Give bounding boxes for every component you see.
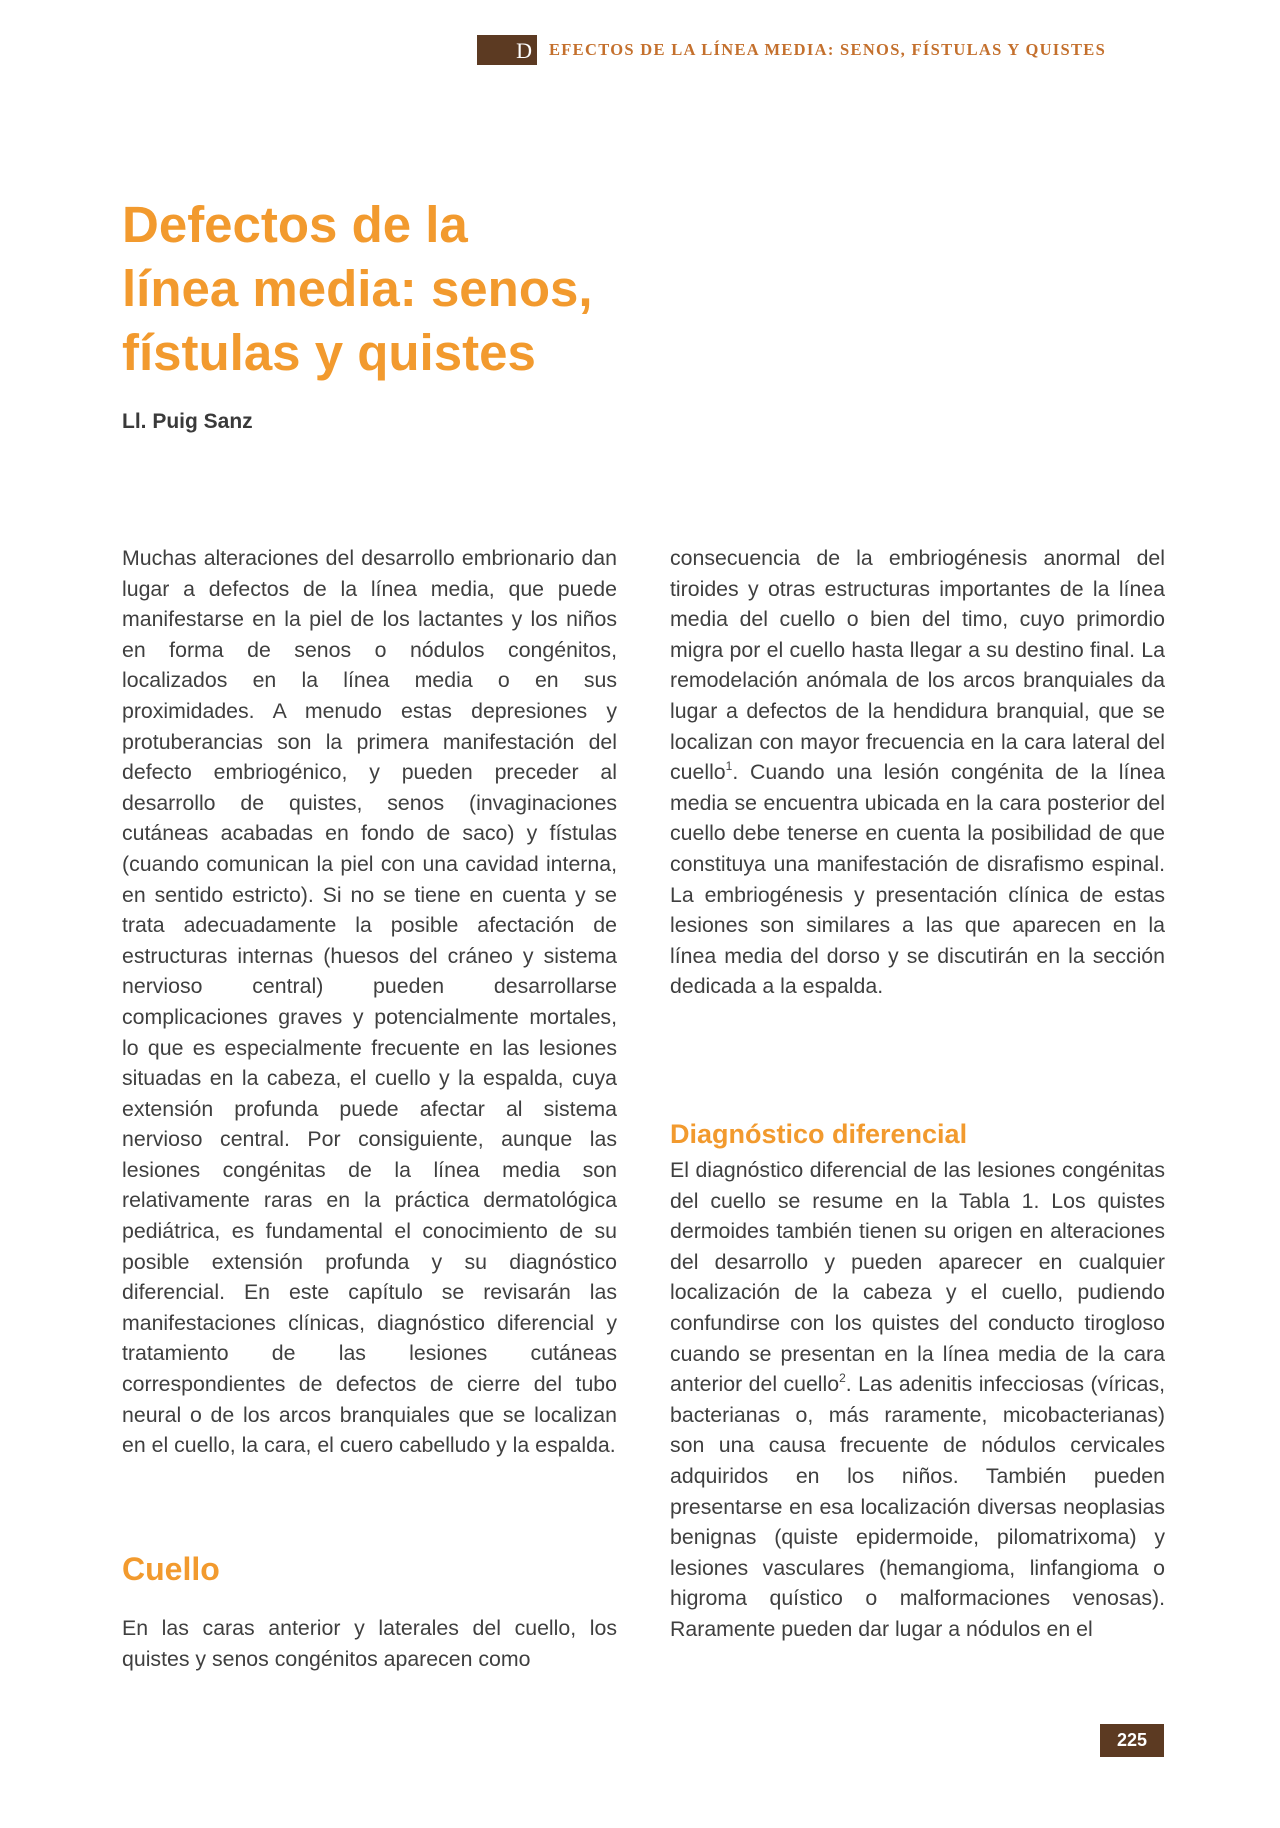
- diagnostico-paragraph: [670, 1155, 1165, 1645]
- reference-2: 2: [839, 1371, 846, 1386]
- author-name: Ll. Puig Sanz: [122, 410, 253, 433]
- diagnostico-text-a: El diagnóstico diferencial de las lesiones congénitas del cuello se resume en la Tabla 1. Los quistes dermoides también tienen su origen en alteraciones del desarrollo y pueden aparecer en cualquier localización de la cabeza y el cuello, pudiendo confundirse con los quistes del conducto tirogloso cuando se presentan en la línea media de la cara anterior del cuello: [670, 1158, 1165, 1397]
- running-title: EFECTOS DE LA LÍNEA MEDIA: SENOS, FÍSTULAS Y QUISTES: [549, 40, 1107, 59]
- intro-paragraph: Muchas alteraciones del desarrollo embrionario dan lugar a defectos de la línea media, que puede manifestarse en la piel de los lactantes y los niños en forma de senos o nódulos congénitos, localizados en la línea media o en sus proximidades. A menudo estas depresiones y protuberancias son la primera manifestación del defecto embriogénico, y pueden preceder al desarrollo de quistes, senos (invaginaciones cutáneas acabadas en fondo de saco) y fístulas (cuando comunican la piel con una cavidad interna, en sentido estricto). Si no se tiene en cuenta y se trata adecuadamente la posible afectación de estructuras internas (huesos del cráneo y sistema nervioso central) pueden desarrollarse complicaciones graves y potencialmente mortales, lo que es especialmente frecuente en las lesiones situadas en la cabeza, el cuello y la espalda, cuya extensión profunda puede afectar al sistema nervioso central. Por consiguiente, aunque las lesiones congénitas de la línea media son relativamente raras en la práctica dermatológica pediátrica, es fundamental el conocimiento de su posible extensión profunda y su diagnóstico diferencial. En este capítulo se revisarán las manifestaciones clínicas, diagnóstico diferencial y tratamiento de las lesiones cutáneas correspondientes de defectos de cierre del tubo neural o de los arcos branquiales que se localizan en el cuello, la cara, el cuero cabelludo y la espalda.: [122, 546, 617, 1458]
- running-header: [477, 35, 1106, 65]
- cuello-text-b: . Cuando una lesión congénita de la línea media se encuentra ubicada en la cara posterior del cuello debe tenerse en cuenta la posibilidad de que constituya una manifestación de disrafismo espinal. La embriogénesis y presentación clínica de estas lesiones son similares a las que aparecen en la línea media del dorso y se discutirán en la sección dedicada a la espalda.: [670, 760, 1165, 999]
- cuello-text-a: consecuencia de la embriogénesis anormal del tiroides y otras estructuras importantes de la línea media del cuello o bien del timo, cuyo primordio migra por el cuello hasta llegar a su destino final. La remodelación anómala de los arcos branquiales da lugar a defectos de la hendidura branquial, que se localizan con mayor frecuencia en la cara lateral del cuello: [670, 546, 1165, 785]
- chapter-title-line-1: Defectos de la: [122, 196, 468, 253]
- section-heading-cuello: Cuello: [122, 1551, 220, 1587]
- reference-1: 1: [725, 759, 733, 774]
- page-number: 225: [1100, 1724, 1164, 1757]
- cuello-paragraph-continued: [670, 543, 1165, 1002]
- cuello-paragraph-start: En las caras anterior y laterales del cuello, los quistes y senos congénitos aparecen como: [122, 1616, 617, 1671]
- intro-column: [122, 543, 617, 1461]
- cuello-column-start: [122, 1613, 617, 1674]
- chapter-title-line-3: fístulas y quistes: [122, 324, 536, 381]
- section-letter: D: [516, 38, 532, 63]
- diagnostico-column: [670, 1155, 1165, 1645]
- chapter-title-line-2: línea media: senos,: [122, 260, 593, 317]
- chapter-title: [122, 193, 682, 385]
- section-heading-diagnostico: Diagnóstico diferencial: [670, 1119, 968, 1149]
- cuello-column-continued: [670, 543, 1165, 1002]
- section-letter-box: [477, 35, 537, 65]
- diagnostico-text-b: . Las adenitis infecciosas (víricas, bacterianas o, más raramente, micobacterianas) son una causa frecuente de nódulos cervicales adquiridos en los niños. También pueden presentarse en esa localización diversas neoplasias benignas (quiste epidermoide, pilomatrixoma) y lesiones vasculares (hemangioma, linfangioma o higroma quístico o malformaciones venosas). Raramente pueden dar lugar a nódulos en el: [670, 1372, 1166, 1641]
